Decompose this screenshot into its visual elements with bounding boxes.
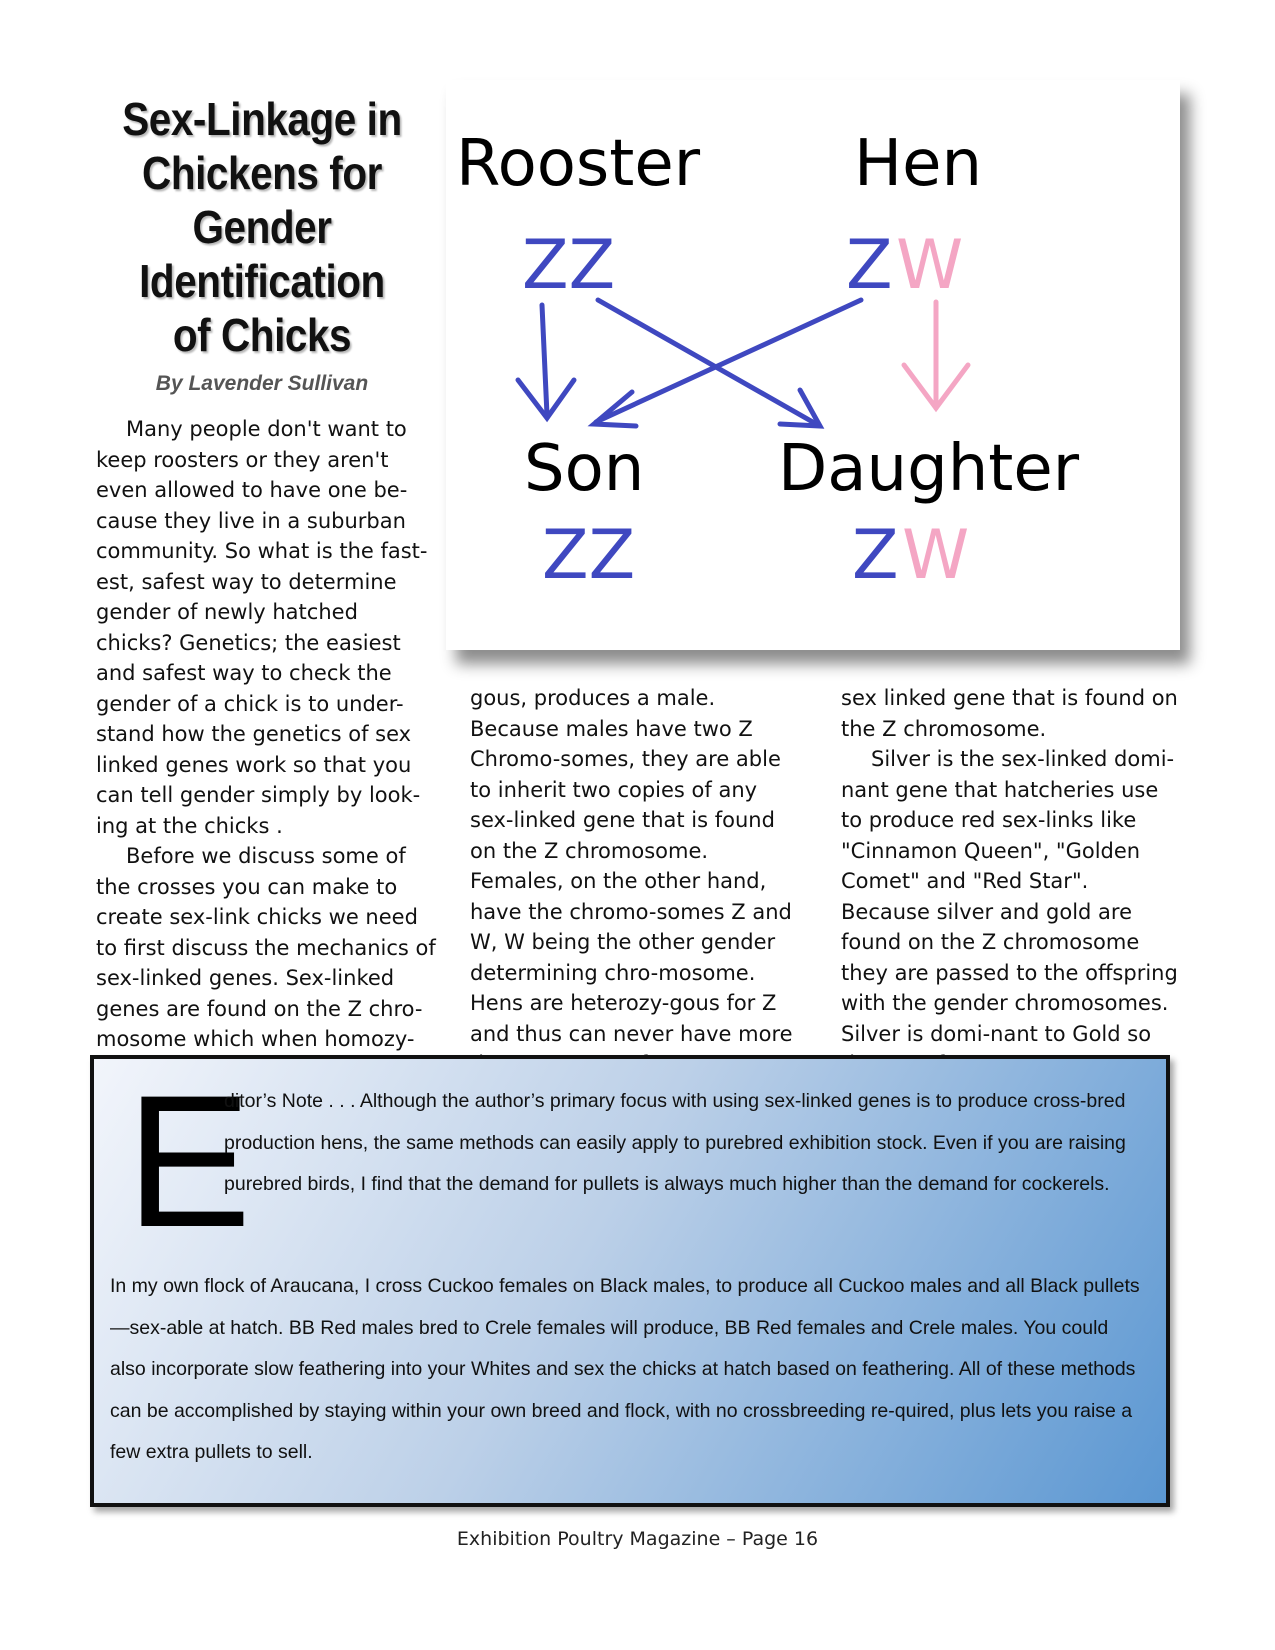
- page-footer: Exhibition Poultry Magazine – Page 16: [456, 1528, 819, 1550]
- hen-label: Hen: [854, 127, 983, 201]
- rooster-genes: ZZ: [522, 226, 616, 305]
- hen-gene-w: W: [896, 226, 964, 305]
- arrow-hen-to-son: [596, 300, 861, 422]
- inheritance-arrows: [518, 300, 861, 426]
- body-paragraph: Silver is the sex-linked domi-nant gene that hatcheries use to produce red sex-links like "Cinnamon Queen", "Golden Comet" and "Red Star". Because silver and gold are found on the Z chromosome they are passed to the offspring with the gender chromosomes. Silver is domi-nant to Gold so: [841, 747, 1178, 1046]
- column-3: [841, 683, 1181, 1080]
- body-paragraph: gous, produces a male. Because males have two Z Chromo-somes, they are able to inherit two copies of any sex-linked gene that is found on the Z chromosome. Females, on the other hand, have the chromo-somes Z and W, W being the other gender determining chro-mosome. Hens are heterozy-gous for Z and thus can never have more: [470, 686, 793, 1046]
- article-title: Sex-Linkage in Chickens for Gender Identification of Chicks: [122, 93, 402, 361]
- diagram-svg: [446, 80, 1180, 650]
- body-paragraph: sex linked gene that is found on the Z chromosome.: [841, 686, 1178, 741]
- editors-note-box: [90, 1055, 1170, 1507]
- editors-note-paragraph: In my own flock of Araucana, I cross Cuckoo females on Black males, to produce all Cuckoo males and all Black pullets—sex-able at hatch. BB Red males bred to Crele females will produce, BB Red females and Crele males. You could also incorporate slow feathering into your Whites and sex the chicks at hatch based on feathering. All of these methods can be accomplished by staying within your own breed and flock, with no crossbreeding re-quired, plus lets you raise a few extra pullets to sell.: [110, 1275, 1140, 1463]
- column-1: [96, 414, 436, 1055]
- rooster-label: Rooster: [456, 127, 701, 201]
- body-paragraph: Before we discuss some of the crosses you can make to create sex-link chicks we need to first discuss the mechanics of sex-linked genes. Sex-linked genes are found on the Z chro-mosome which when homozy-: [96, 844, 436, 1051]
- w-inheritance-arrow: [904, 302, 968, 408]
- column-2: [470, 683, 805, 1080]
- arrow-rooster-to-son: [542, 305, 547, 415]
- daughter-gene-z: Z: [852, 516, 899, 595]
- son-label: Son: [524, 432, 645, 506]
- daughter-gene-w: W: [902, 516, 970, 595]
- hen-gene-z: Z: [846, 226, 893, 305]
- drop-cap: E: [126, 1056, 252, 1266]
- byline: By Lavender Sullivan: [155, 372, 369, 395]
- sex-linkage-diagram: [446, 80, 1180, 650]
- body-paragraph: Many people don't want to keep roosters or they aren't even allowed to have one be-cause they live in a suburban community. So what is the fast-est, safest way to determine gender of newly hatched chicks? Genetics; the easiest and safest way to check the gender of a chick is to under-stand how the genetics of sex linked genes work so that you can tell gender simply by look-ing at the chicks .: [96, 417, 428, 838]
- daughter-label: Daughter: [778, 432, 1080, 506]
- son-genes: ZZ: [542, 516, 636, 595]
- editors-note-paragraph: ditor’s Note . . . Although the author’s primary focus with using sex-linked genes is to produce cross-bred production hens, the same methods can easily apply to purebred exhibition stock. Even if you are raising purebred birds, I find that the demand for pullets is always much higher than the demand for cockerels.: [224, 1090, 1126, 1195]
